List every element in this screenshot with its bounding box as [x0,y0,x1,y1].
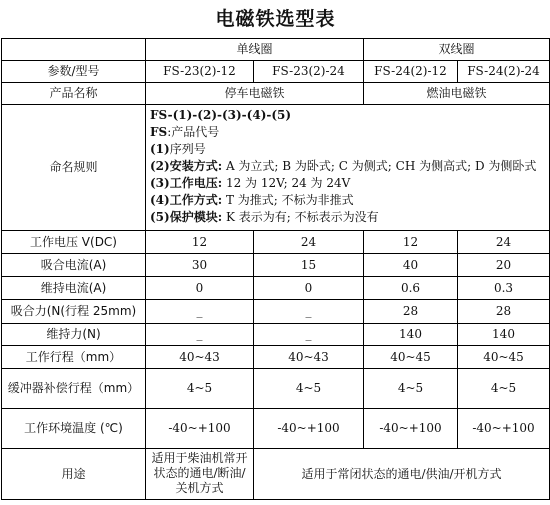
product-name-label: 产品名称 [2,82,146,104]
page-title: 电磁铁选型表 [2,0,550,38]
selection-table [1,0,550,500]
model-cell: FS-23(2)-12 [146,60,254,82]
value-cell: 0.6 [364,276,458,299]
value-cell: _ [254,299,364,323]
value-cell: 0 [254,276,364,299]
naming-line: (4)工作方式: T 为推式; 不标为非推式 [150,192,354,207]
value-cell: 40~43 [254,345,364,368]
group-single-coil: 单线圈 [146,38,364,60]
value-cell: 4~5 [458,368,550,408]
value-cell: -40~+100 [254,408,364,448]
value-cell: 4~5 [146,368,254,408]
naming-line: (2)安装方式: A 为立式; B 为卧式; C 为侧式; CH 为侧高式; D 为侧卧式 [150,158,537,173]
row-label: 维持力(N) [2,323,146,345]
naming-line: (5)保护模块: K 表示为有; 不标表示为没有 [150,209,379,224]
value-cell: 40~45 [364,345,458,368]
naming-rule-label: 命名规则 [2,104,146,230]
value-cell: 12 [364,230,458,253]
value-cell: 4~5 [364,368,458,408]
usage-single-line: 关机方式 [175,481,224,495]
value-cell: -40~+100 [458,408,550,448]
group-double-coil: 双线圈 [364,38,550,60]
value-cell: _ [146,323,254,345]
value-cell: -40~+100 [364,408,458,448]
product-name-double: 燃油电磁铁 [364,82,550,104]
row-label: 工作行程（mm） [2,345,146,368]
model-cell: FS-24(2)-12 [364,60,458,82]
naming-rule-content [146,104,550,230]
value-cell: 40~45 [458,345,550,368]
value-cell: 24 [458,230,550,253]
table-row [2,345,550,368]
value-cell: 30 [146,253,254,276]
corner-cell [2,38,146,60]
table-row [2,299,550,323]
row-label: 吸合电流(A) [2,253,146,276]
value-cell: 28 [458,299,550,323]
row-label: 缓冲器补偿行程（mm） [2,368,146,408]
table-row [2,408,550,448]
model-cell: FS-23(2)-24 [254,60,364,82]
usage-single [146,448,254,499]
naming-line: (1)序列号 [150,141,206,156]
usage-label: 用途 [2,448,146,499]
value-cell: 0.3 [458,276,550,299]
row-label: 维持电流(A) [2,276,146,299]
value-cell: 0 [146,276,254,299]
row-label: 吸合力(N(行程 25mm) [2,299,146,323]
value-cell: 12 [146,230,254,253]
value-cell: _ [254,323,364,345]
value-cell: 20 [458,253,550,276]
value-cell: -40~+100 [146,408,254,448]
usage-single-line: 状态的通电/断油/ [153,466,246,480]
table-row [2,253,550,276]
value-cell: 40 [364,253,458,276]
model-cell: FS-24(2)-24 [458,60,550,82]
value-cell: 140 [364,323,458,345]
naming-line: (3)工作电压: 12 为 12V; 24 为 24V [150,175,351,190]
table-row [2,276,550,299]
value-cell: _ [146,299,254,323]
param-model-label: 参数/型号 [2,60,146,82]
usage-single-line: 适用于柴油机常开 [151,451,248,465]
row-label: 工作环境温度 (℃) [2,408,146,448]
table-row [2,323,550,345]
value-cell: 140 [458,323,550,345]
product-name-single: 停车电磁铁 [146,82,364,104]
row-label: 工作电压 V(DC) [2,230,146,253]
value-cell: 40~43 [146,345,254,368]
value-cell: 4~5 [254,368,364,408]
table-row [2,368,550,408]
value-cell: 28 [364,299,458,323]
table-row [2,230,550,253]
naming-line: FS:产品代号 [150,124,220,139]
naming-line: FS-(1)-(2)-(3)-(4)-(5) [150,107,292,122]
value-cell: 24 [254,230,364,253]
usage-double: 适用于常闭状态的通电/供油/开机方式 [254,448,550,499]
value-cell: 15 [254,253,364,276]
